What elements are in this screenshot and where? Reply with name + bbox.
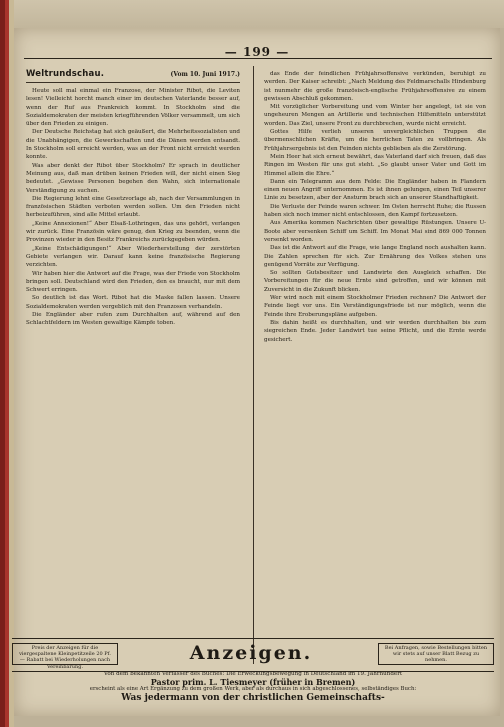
article-paragraph: Die Verluste der Feinde waren schwer. Im Osten herrscht Ruhe; die Russen haben sich noch immer nicht entschlossen, den Kampf fortzusetzen. [264, 203, 486, 219]
article-paragraph: Die Regierung lehnt eine Gesetzvorlage ab, nach der Versammlungen in französischen Städten verboten werden sollen. Um den Frieden nicht herbeizuführen, sind alle Mittel erlaubt. [26, 195, 240, 219]
article-paragraph: das Ende der feindlichen Frühjahrsoffensive verkünden, beruhigt zu werden. Der Kaiser schreibt: „Nach Meldung des Feldmarschalls Hindenburg ist nunmehr die große französisch-englische Frühjahrsoffensive zu einem gewissen Abschluß gekommen. [264, 71, 486, 102]
promo-description: erscheint als eine Art Ergänzung zu dem großen Werk, aber als durchaus in sich abgeschlossenes, selbständiges Buch: [89, 686, 417, 692]
article-paragraph: Wir haben hier die Antwort auf die Frage, was der Friede von Stockholm bringen soll. Deutschland wird den Frieden, den es braucht, nur mit dem Schwert erringen. [26, 270, 240, 294]
article-paragraph: Mein Heer hat sich erneut bewährt, das Vaterland darf sich freuen, daß das Ringen im Westen für uns gut steht. „So glaubt unser Vater und Gott im Himmel allein die Ehre.“ [264, 153, 486, 177]
book-advertisement [12, 671, 494, 703]
page-top-margin [14, 0, 504, 28]
article-paragraph: Der Deutsche Reichstag hat sich geäußert, die Mehrheitssozialisten und die Unabhängigen, die Gewerkschaften und die Dänen werden entsandt. In Stockholm soll erreicht werden, was an der Front nicht erreicht werden konnte. [26, 129, 240, 161]
article-paragraph: Das ist die Antwort auf die Frage, wie lange England noch aushalten kann. Die Zahlen sprechen für sich. Zur Ernährung des Volkes stehen uns genügend Vorräte zur Verfügung. [264, 245, 486, 268]
ad-pricing-box: Preis der Anzeigen für die viergespaltene Kleinpetitzeile 20 Pf. — Rabatt bei Wiederholungen nach Vereinbarung. [12, 643, 118, 665]
article-paragraph: Die Engländer aber rufen zum Durchhalten auf, während auf den Schlachtfeldern im Westen gewaltige Kämpfe toben. [26, 312, 240, 327]
article-paragraph: Wer wird noch mit einem Stockholmer Frieden rechnen? Die Antwort der Feinde liegt vor uns. Ein Verständigungsfriede ist nur möglich, wenn die Feinde ihre Eroberungspläne aufgeben. [264, 295, 486, 318]
article-paragraph: So deutlich ist das Wort. Ribot hat die Maske fallen lassen. Unsere Sozialdemokraten werden vergeblich mit den Franzosen verhandeln. [26, 295, 240, 310]
page-binding-edge [0, 0, 14, 727]
ads-band [12, 638, 494, 672]
left-column [26, 70, 240, 328]
promo-book-title-1: Was jedermann von der christlichen Gemeinschafts- [121, 693, 385, 703]
section-header [26, 70, 240, 83]
article-paragraph: So sollten Gutsbesitzer und Landwirte den Ausgleich schaffen. Die Vorbereitungen für die neue Ernte sind getroffen, und wir können mit Zuversicht in die Zukunft blicken. [264, 270, 486, 293]
article-paragraph: „Keine Annexionen!“ Aber Elsaß-Lothringen, das uns gehört, verlangen wir zurück. Eine Französin wäre genug, den Krieg zu beenden, wenn die Provinzen wieder in den Besitz Frankreichs zurückgegeben würden. [26, 220, 240, 244]
ad-notice-box: Bei Anfragen, sowie Bestellungen bitten wir stets auf unser Blatt Bezug zu nehmen. [378, 643, 494, 665]
article-paragraph: Dann ein Telegramm aus dem Felde: Die Engländer haben in Flandern einen neuen Angriff unternommen. Es ist ihnen gelungen, einen Teil unserer Linie zu besetzen, aber der Ansturm brach sich an unserer Standhaftigkeit. [264, 178, 486, 202]
article-paragraph: Heute soll mal einmal ein Franzose, der Minister Ribot, die Leviten lesen! Vielleicht horcht manch einer im deutschen Vaterlande besser auf, wenn der Ruf aus Frankreich kommt. In Stockholm sind die Sozialdemokraten der meisten kriegführenden Völker versammelt, um sich über den Frieden zu einigen. [26, 88, 240, 128]
ads-title: Anzeigen. [189, 642, 313, 664]
article-paragraph: „Keine Entschädigungen!“ Aber Wiederherstellung der zerstörten Gebiete verlangen wir. Darauf kann keine französische Regierung verzichten. [26, 245, 240, 269]
header-rule [24, 58, 492, 59]
article-paragraph: Gottes Hilfe verlieh unseren unvergleichlichen Truppen die übermenschlichen Kräfte, um die herrlichen Taten zu vollbringen. Als Frühjahrsergebnis ist den Feinden nichts geblieben als die Zerstörung. [264, 129, 486, 152]
section-title: Weltrundschau. [26, 69, 105, 79]
promo-intro: Von dem bekannten Verfasser des Buches: Die Erweckungsbewegung in Deutschland im 19. Jahrhundert [103, 671, 403, 677]
article-paragraph: Mit vorzüglicher Vorbereitung und vom Winter her angelegt, ist sie von ungeheuren Mengen an Artillerie und technischen Hilfsmitteln unterstützt worden. Das Ziel, unsere Front zu durchbrechen, wurde nicht erreicht. [264, 104, 486, 127]
promo-author: Pastor prim. L. Tiesmeyer (früher in Bremen) [150, 677, 356, 687]
article-paragraph: Bis dahin heißt es durchhalten, und wir werden durchhalten bis zum siegreichen Ende. Jeder Landwirt tue seine Pflicht, und die Ernte werde gesichert. [264, 319, 486, 343]
right-column [264, 70, 486, 344]
page-number: — 199 — [224, 45, 290, 59]
dateline: (Vom 10. Juni 1917.) [170, 71, 240, 78]
column-divider [253, 66, 254, 664]
article-paragraph: Aus Amerika kommen Nachrichten über gewaltige Rüstungen. Unsere U-Boote aber versenken Schiff um Schiff. Im Monat Mai sind 869 000 Tonnen versenkt worden. [264, 220, 486, 243]
newspaper-page [14, 28, 500, 716]
article-paragraph: Was aber denkt der Ribot über Stockholm? Er sprach in deutlicher Meinung aus, daß man drüben keinen Frieden will, der nicht einen Sieg bedeutet. „Gewisse Personen begehen den Wahn, sich internationale Verständigung zu suchen. [26, 162, 240, 194]
